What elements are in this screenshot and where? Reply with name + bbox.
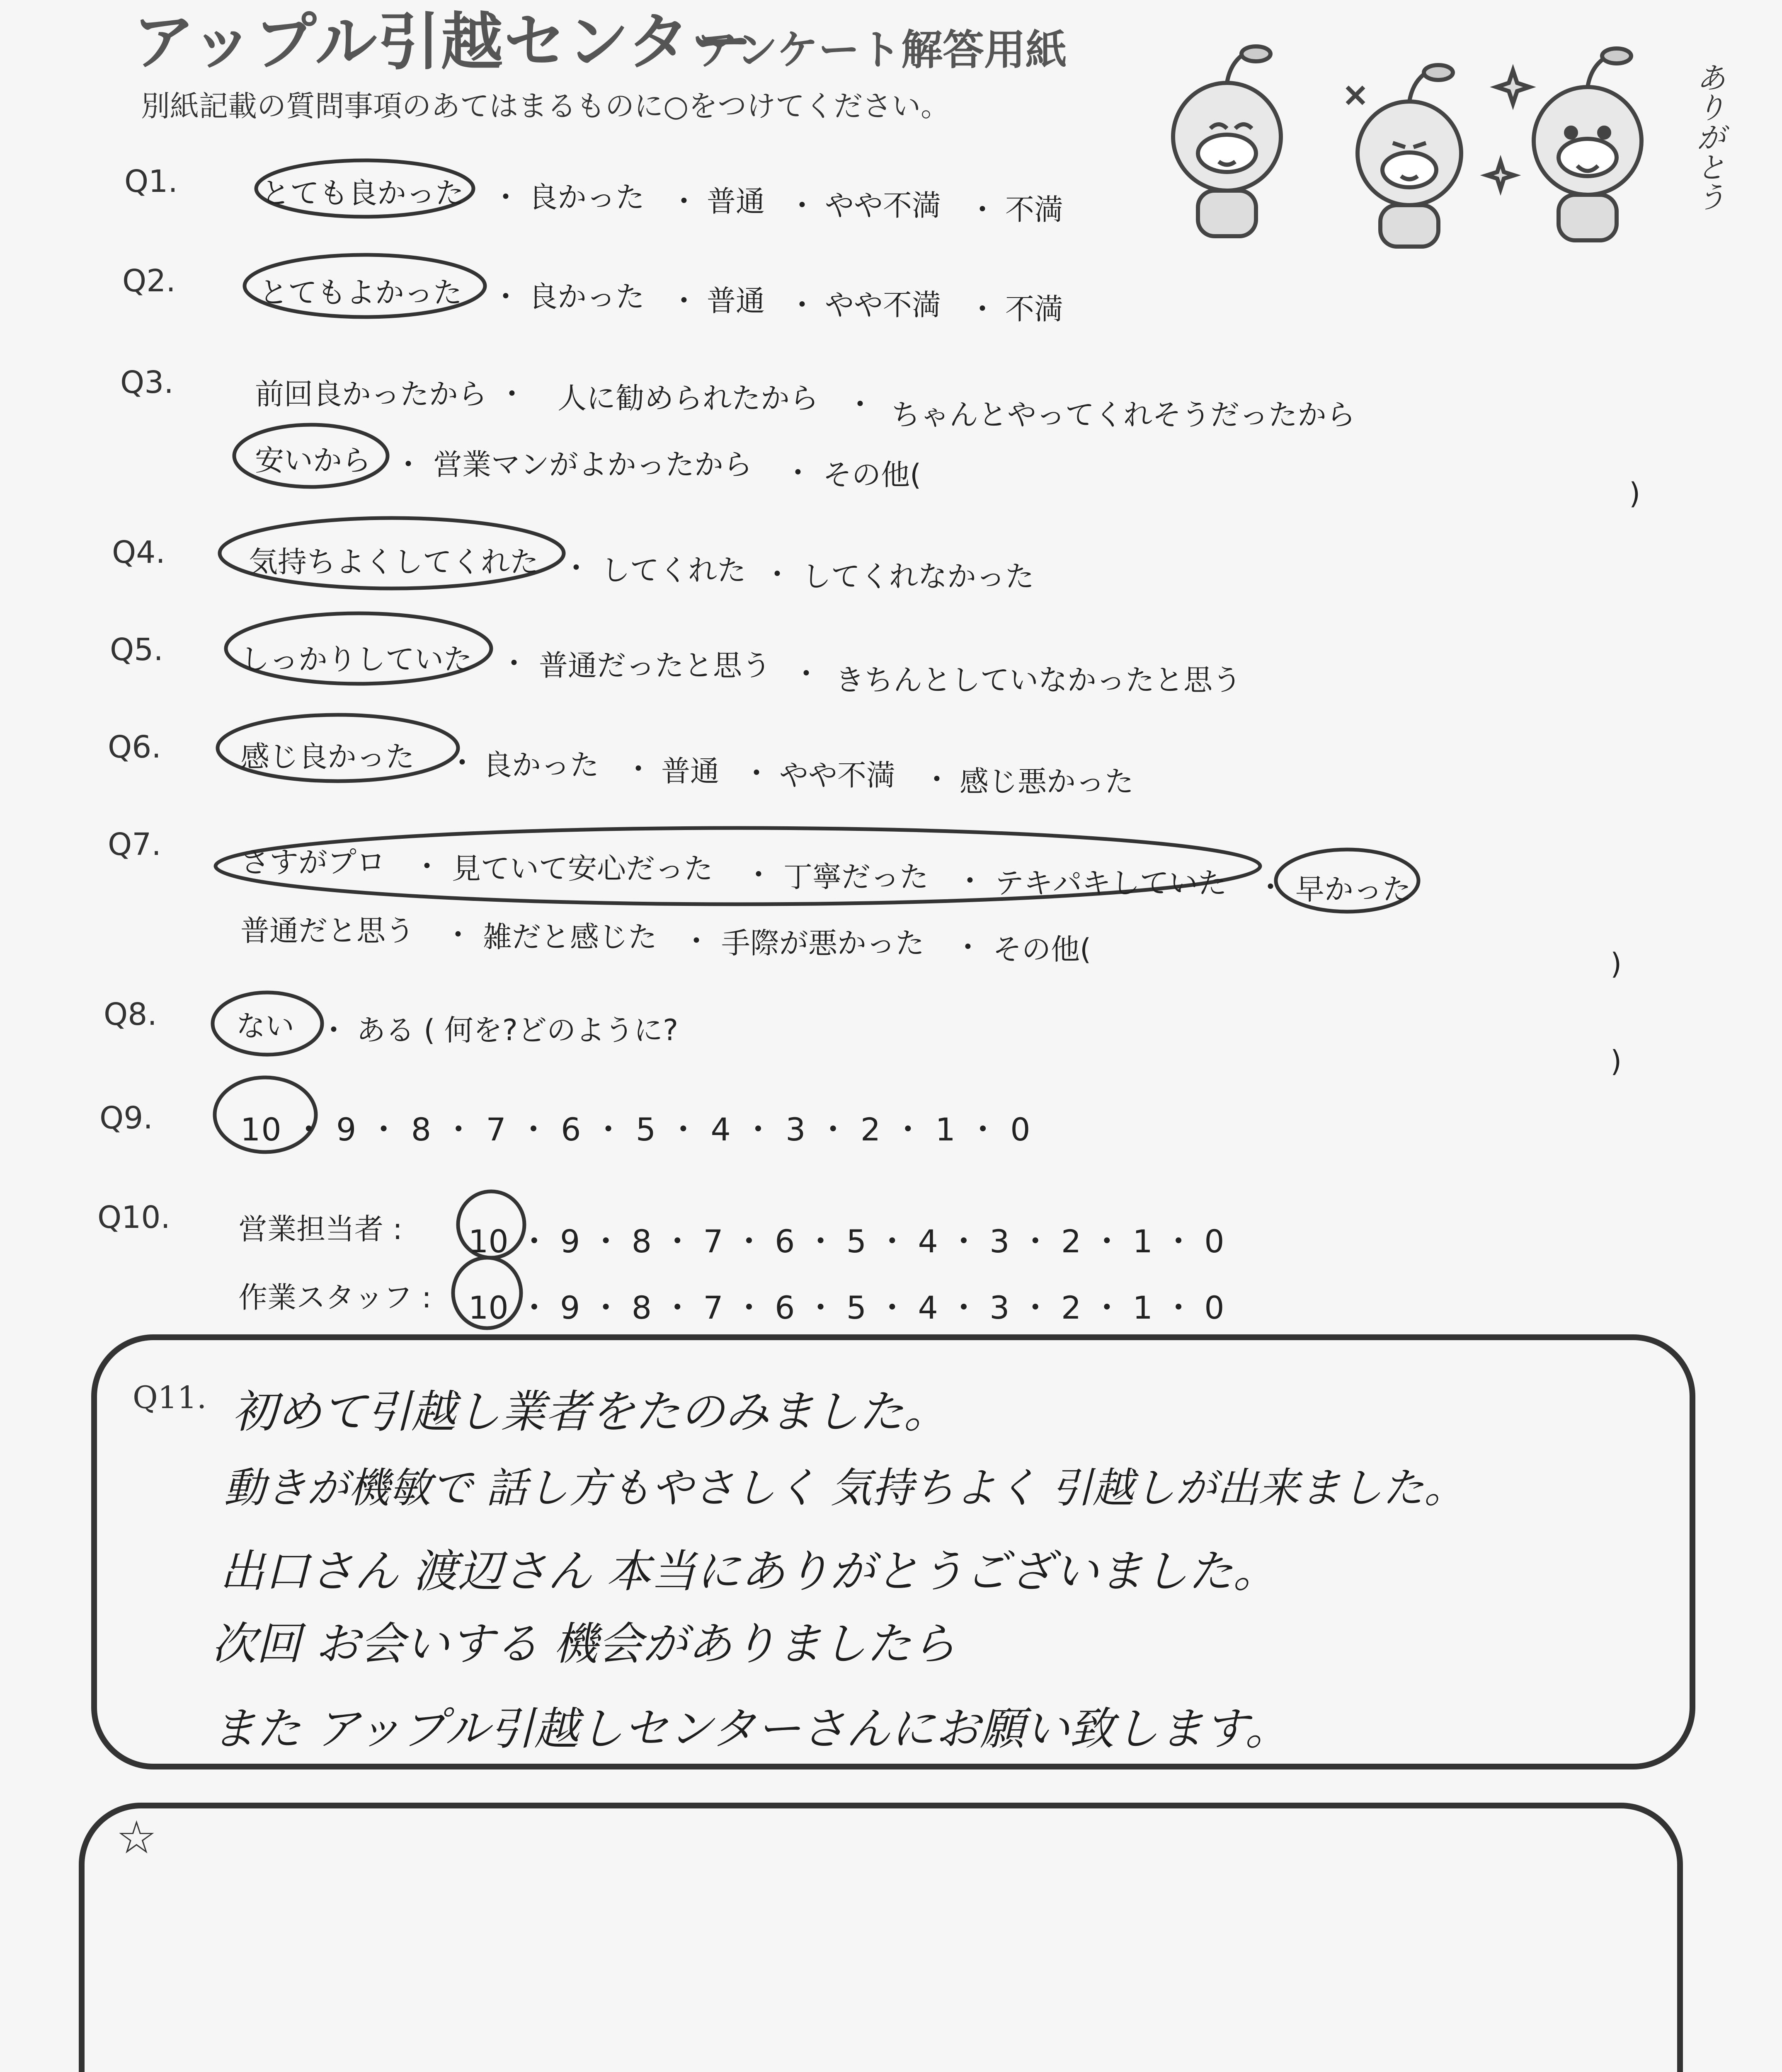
q1-option: 不満 xyxy=(1005,193,1063,227)
company-title: アップル引越センター xyxy=(133,6,754,78)
q11-comment-line: また アップル引越しセンターさんにお願い致します。 xyxy=(211,1703,1290,1755)
q6-option: 感じ良かった xyxy=(240,740,415,774)
instruction-text: 別紙記載の質問事項のあてはまるものに○をつけてください。 xyxy=(141,89,950,123)
q8-close-paren: ) xyxy=(1610,1044,1622,1078)
q7-option: 普通だと思う xyxy=(240,914,415,948)
q7-label: Q7. xyxy=(108,827,161,862)
q6-option: 普通 xyxy=(661,754,719,788)
q7-option: 雑だと感じた xyxy=(483,920,657,954)
q2-option: とてもよかった xyxy=(259,276,462,310)
q11-label: Q11. xyxy=(133,1380,207,1416)
q2-option: 普通 xyxy=(707,284,765,318)
q2-label: Q2. xyxy=(122,263,176,299)
q10-sales-scale: 10 ・ 9 ・ 8 ・ 7 ・ 6 ・ 5 ・ 4 ・ 3 ・ 2 ・ 1 ・ 0 xyxy=(468,1223,1224,1260)
q4-option: 気持ちよくしてくれた xyxy=(249,545,539,579)
q3-option: 営業マンがよかったから xyxy=(433,448,752,482)
q8-option: ある ( 何を?どのように? xyxy=(356,1013,679,1047)
q8-label: Q8. xyxy=(104,997,157,1032)
q10-label: Q10. xyxy=(97,1200,170,1235)
q1-option: 良かった xyxy=(529,180,645,214)
q7-option: テキパキしていた xyxy=(995,866,1227,900)
q4-option: してくれなかった xyxy=(802,559,1034,593)
q7-option: 丁寧だった xyxy=(783,860,929,894)
q7-option: 手際が悪かった xyxy=(721,926,924,960)
q5-label: Q5. xyxy=(110,632,163,668)
mascot-illustration xyxy=(1152,37,1733,253)
q4-option: してくれた xyxy=(601,553,746,587)
thanks-text: ありがとう xyxy=(1691,62,1726,211)
q3-option: 前回良かったから xyxy=(255,377,487,411)
q2-option: やや不満 xyxy=(825,288,941,322)
q11-comment-line: 出口さん 渡辺さん 本当にありがとうございました。 xyxy=(220,1546,1278,1598)
q11-comment-line: 次回 お会いする 機会がありましたら xyxy=(211,1618,956,1670)
form-title: アンケート解答用紙 xyxy=(696,26,1067,74)
q7-option: 早かった xyxy=(1295,872,1411,906)
q10-staff-scale: 10 ・ 9 ・ 8 ・ 7 ・ 6 ・ 5 ・ 4 ・ 3 ・ 2 ・ 1 ・ 0 xyxy=(468,1289,1224,1326)
q1-option: やや不満 xyxy=(825,189,941,223)
q9-label: Q9. xyxy=(99,1100,153,1136)
q3-label: Q3. xyxy=(120,365,174,400)
q1-option: 普通 xyxy=(707,184,765,218)
q10-sales-label: 営業担当者 : xyxy=(238,1212,402,1246)
q4-label: Q4. xyxy=(112,535,165,570)
q5-option: 普通だったと思う xyxy=(539,649,771,683)
q8-option: ない xyxy=(236,1009,294,1043)
q5-option: しっかりしていた xyxy=(240,642,473,676)
q6-option: 良かった xyxy=(483,748,599,782)
q3-option: 人に勧められたから xyxy=(558,381,819,415)
additional-comment-box xyxy=(79,1803,1683,2072)
q2-option: 良かった xyxy=(529,280,645,314)
q5-option: きちんとしていなかったと思う xyxy=(835,663,1241,697)
q7-option: その他( xyxy=(993,932,1091,966)
q3-option: ちゃんとやってくれそうだったから xyxy=(891,398,1355,432)
q9-scale: 10 ・ 9 ・ 8 ・ 7 ・ 6 ・ 5 ・ 4 ・ 3 ・ 2 ・ 1 ・ 0 xyxy=(240,1111,1031,1148)
q7-close-paren: ) xyxy=(1610,947,1622,981)
q1-label: Q1. xyxy=(124,164,178,199)
q10-staff-label: 作業スタッフ : xyxy=(238,1280,432,1314)
star-icon: ☆ xyxy=(116,1811,157,1864)
q11-comment-line: 動きが機敏で 話し方もやさしく 気持ちよく 引越しが出来ました。 xyxy=(224,1464,1466,1512)
q11-comment-line: 初めて引越し業者をたのみました。 xyxy=(232,1386,949,1438)
q1-option: とても良かった xyxy=(261,176,464,210)
q7-option: 見ていて安心だった xyxy=(452,852,713,886)
q2-option: 不満 xyxy=(1005,292,1063,326)
q3-option: 安いから xyxy=(255,443,371,477)
q3-close-paren: ) xyxy=(1629,477,1641,511)
q7-option: さすがプロ xyxy=(240,845,385,879)
q6-label: Q6. xyxy=(108,729,161,765)
q6-option: やや不満 xyxy=(779,758,895,792)
q3-option: その他( xyxy=(823,458,921,492)
q6-option: 感じ悪かった xyxy=(960,765,1134,799)
